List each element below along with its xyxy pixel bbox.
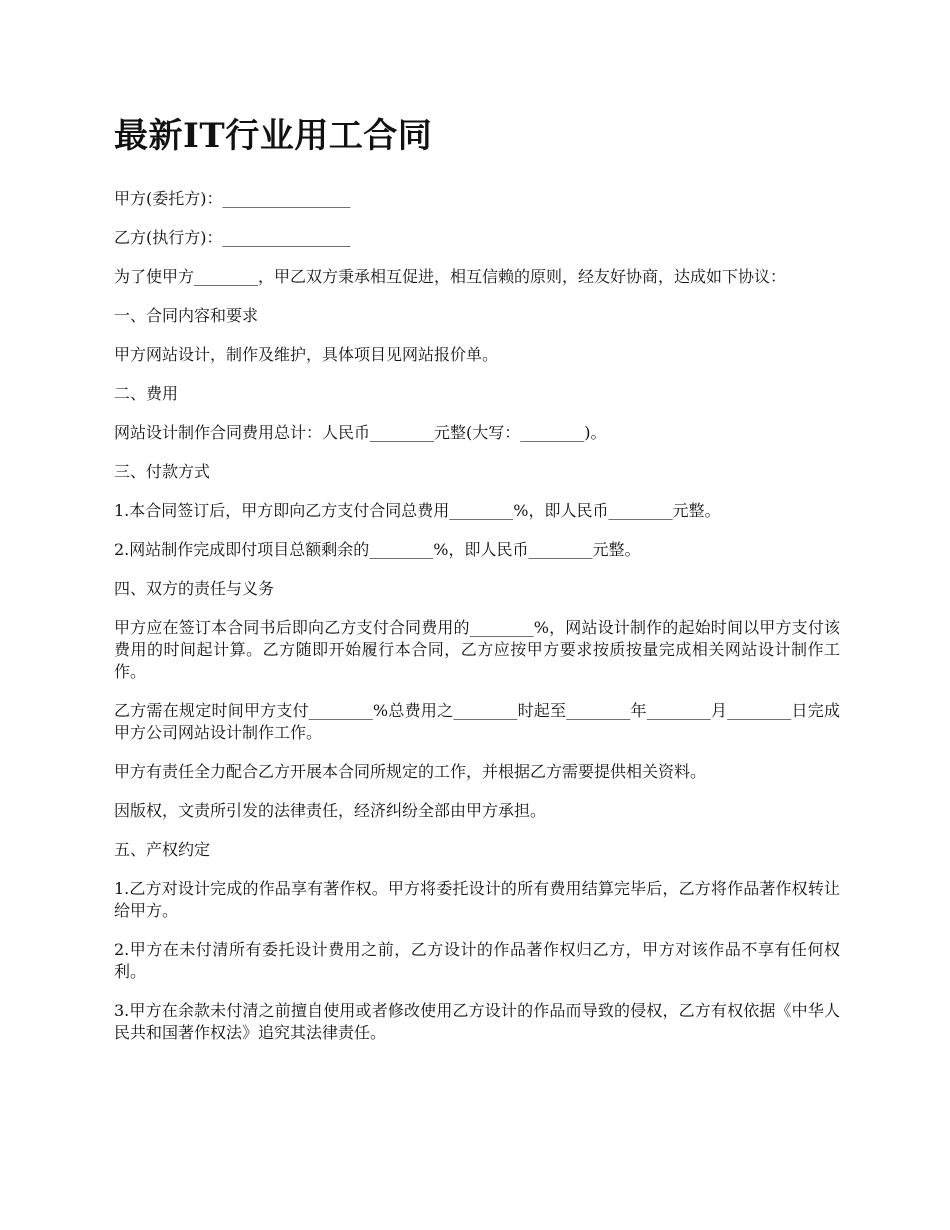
duty-paragraph-2: 乙方需在规定时间甲方支付________%总费用之________时起至________年________月________日完成甲方公司网站设计制作工作。: [114, 701, 840, 742]
section-1-paragraph: 甲方网站设计，制作及维护，具体项目见网站报价单。: [114, 345, 499, 364]
section-heading-5: 五、产权约定: [114, 840, 211, 859]
document-page: [114, 108, 840, 1061]
payment-clause-1: 1.本合同签订后，甲方即向乙方支付合同总费用________%，即人民币________元整。: [114, 501, 721, 520]
document-title: 最新IT行业用工合同: [114, 116, 433, 156]
ip-clause-1: 1.乙方对设计完成的作品享有著作权。甲方将委托设计的所有费用结算完毕后，乙方将作品著作权转让给甲方。: [114, 879, 840, 920]
ip-clause-2: 2.甲方在未付清所有委托设计费用之前，乙方设计的作品著作权归乙方，甲方对该作品不享有任何权利。: [114, 940, 840, 981]
ip-clause-3: 3.甲方在余款未付清之前擅自使用或者修改使用乙方设计的作品而导致的侵权，乙方有权依据《中华人民共和国著作权法》追究其法律责任。: [114, 1001, 840, 1042]
duty-paragraph-3: 甲方有责任全力配合乙方开展本合同所规定的工作，并根据乙方需要提供相关资料。: [114, 762, 707, 781]
section-heading-3: 三、付款方式: [114, 462, 211, 481]
preamble-paragraph: 为了使甲方________，甲乙双方秉承相互促进，相互信赖的原则，经友好协商，达成如下协议：: [114, 267, 787, 286]
party-a-line: 甲方(委托方)：________________: [114, 189, 351, 208]
section-heading-2: 二、费用: [114, 384, 179, 403]
duty-paragraph-4: 因版权，文责所引发的法律责任，经济纠纷全部由甲方承担。: [114, 801, 547, 820]
party-b-line: 乙方(执行方)：________________: [114, 228, 351, 247]
payment-clause-2: 2.网站制作完成即付项目总额剩余的________%，即人民币________元整。: [114, 540, 641, 559]
duty-paragraph-1: 甲方应在签订本合同书后即向乙方支付合同费用的________%，网站设计制作的起始时间以甲方支付该费用的时间起计算。乙方随即开始履行本合同，乙方应按甲方要求按质按量完成相关网站设计制作工作。: [114, 618, 840, 681]
section-heading-4: 四、双方的责任与义务: [114, 579, 275, 598]
section-heading-1: 一、合同内容和要求: [114, 306, 259, 325]
section-2-paragraph: 网站设计制作合同费用总计：人民币________元整(大写：________)。: [114, 423, 607, 442]
